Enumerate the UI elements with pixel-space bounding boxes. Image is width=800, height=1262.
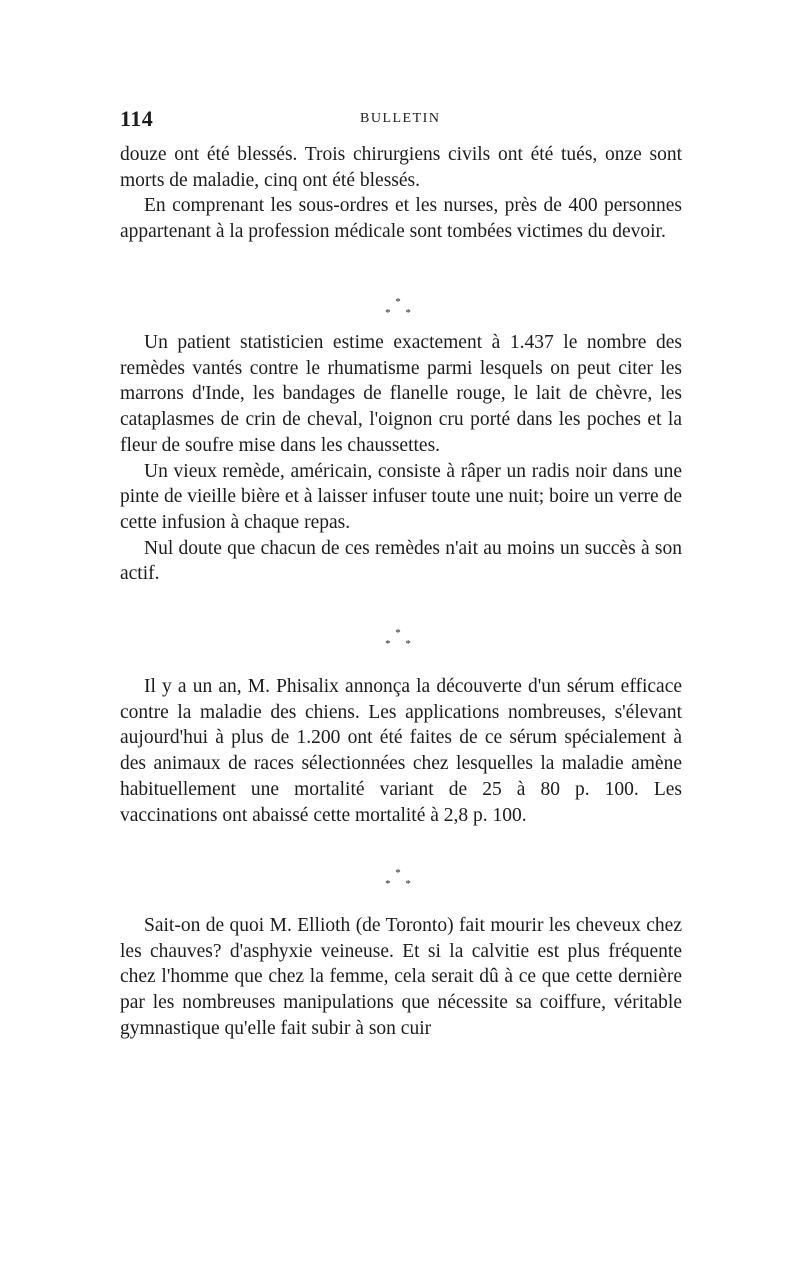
paragraph: Nul doute que chacun de ces remèdes n'ait au moins un succès à son actif. xyxy=(120,537,682,585)
separator-star: * xyxy=(395,867,407,879)
paragraph: douze ont été blessés. Trois chirurgiens civils ont été tués, onze sont morts de maladie, cinq ont été blessés. xyxy=(120,144,682,191)
separator-star: * xyxy=(395,296,407,308)
page-number: 114 xyxy=(120,106,154,131)
rheumatism-section xyxy=(120,330,682,587)
paragraph: En comprenant les sous-ordres et les nurses, près de 400 personnes appartenant à la profession médicale sont tombées victimes du devoir. xyxy=(120,195,682,243)
baldness-section xyxy=(120,913,682,1042)
paragraph: Un vieux remède, américain, consiste à râper un radis noir dans une pinte de vieille bière et à laisser infuser toute une nuit; boire un verre de cette infusion à chaque repas. xyxy=(120,460,682,533)
separator-stars: * * xyxy=(385,878,417,890)
paragraph: Un patient statisticien estime exactement à 1.437 le nombre des remèdes vantés contre le rhumatisme parmi lesquels on peut citer les marrons d'Inde, les bandages de flanelle rouge, le lait de chèvre, les cataplasmes de crin de cheval, l'oignon cru porté dans les poches et la fleur de soufre mise dans les chaussettes. xyxy=(120,332,682,456)
section-separator xyxy=(381,628,421,654)
running-head: BULLETIN xyxy=(360,111,441,126)
serum-section xyxy=(120,674,682,828)
section-separator xyxy=(381,868,421,894)
separator-star: * xyxy=(395,627,407,639)
separator-stars: * * xyxy=(385,307,417,319)
page-header xyxy=(120,106,682,140)
casualties-section xyxy=(120,142,682,245)
section-separator xyxy=(381,297,421,323)
separator-stars: * * xyxy=(385,638,417,650)
paragraph: Il y a un an, M. Phisalix annonça la découverte d'un sérum efficace contre la maladie des chiens. Les applications nombreuses, s'élevant aujourd'hui à plus de 1.200 ont été faites de ce sérum spécialement à des animaux de races sélectionnées chez lesquelles la maladie amène habituellement une mortalité variant de 25 à 80 p. 100. Les vaccinations ont abaissé cette mortalité à 2,8 p. 100. xyxy=(120,676,682,826)
paragraph: Sait-on de quoi M. Ellioth (de Toronto) fait mourir les cheveux chez les chauves? d'asphyxie veineuse. Et si la calvitie est plus fréquente chez l'homme que chez la femme, cela serait dû à ce que cette dernière par les nombreuses manipulations que nécessite sa coiffure, véritable gymnastique qu'elle fait subir à son cuir xyxy=(120,915,682,1039)
